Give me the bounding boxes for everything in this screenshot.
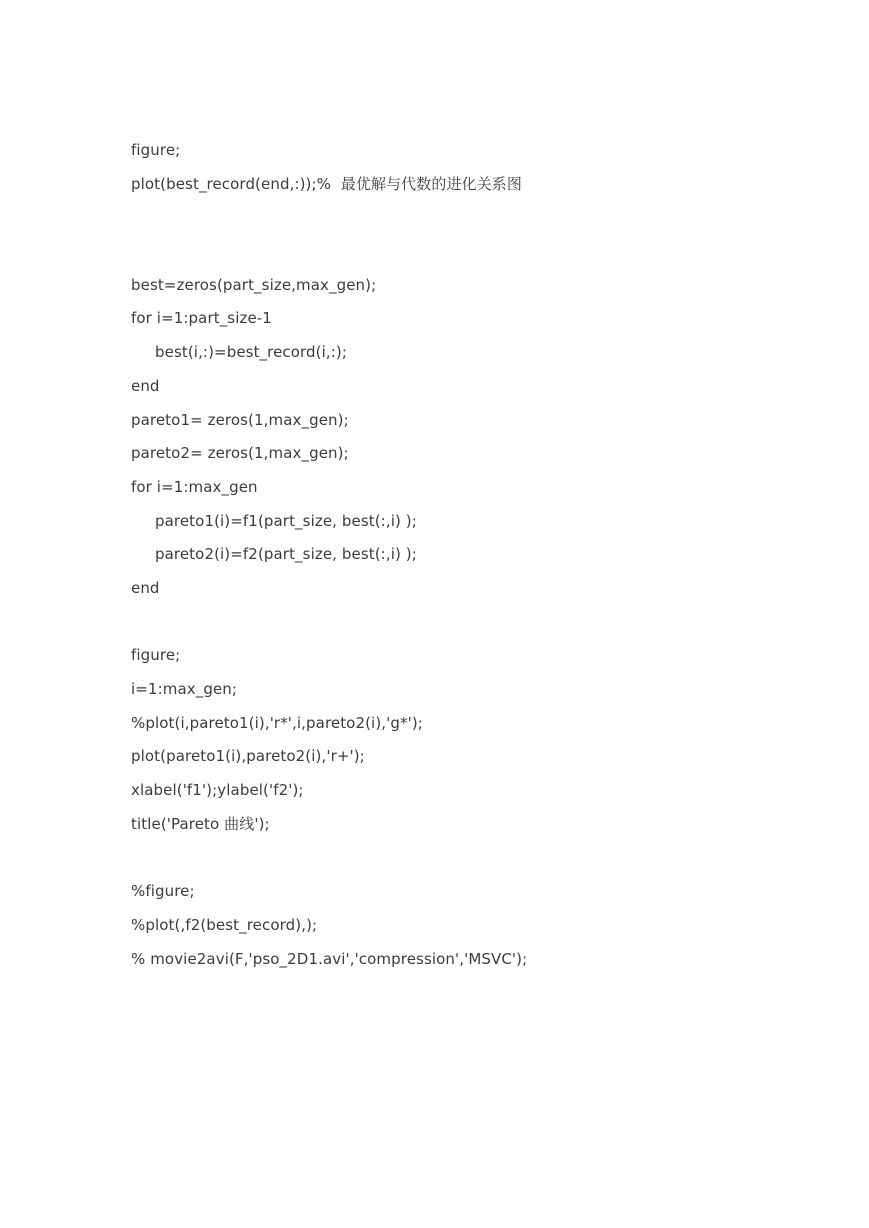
code-line: plot(pareto1(i),pareto2(i),'r+');: [131, 747, 365, 766]
code-line: for i=1:max_gen: [131, 477, 258, 496]
code-line: plot(best_record(end,:));% 最优解与代数的进化关系图: [131, 174, 522, 193]
code-line: % movie2avi(F,'pso_2D1.avi','compression','MSVC');: [131, 949, 528, 968]
code-listing: [131, 139, 831, 981]
code-line: %figure;: [131, 882, 195, 901]
blank-line: [131, 846, 831, 880]
code-line: %plot(,f2(best_record),);: [131, 915, 318, 934]
code-line: best=zeros(part_size,max_gen);: [131, 275, 377, 294]
blank-line: [131, 206, 831, 240]
code-line: xlabel('f1');ylabel('f2');: [131, 781, 304, 800]
code-line: pareto1(i)=f1(part_size, best(:,i) );: [155, 511, 417, 530]
code-line: best(i,:)=best_record(i,:);: [155, 343, 348, 362]
code-line: end: [131, 578, 160, 597]
blank-line: [131, 240, 831, 274]
code-line: pareto2= zeros(1,max_gen);: [131, 444, 349, 463]
code-line: pareto1= zeros(1,max_gen);: [131, 410, 349, 429]
code-line: i=1:max_gen;: [131, 680, 238, 698]
blank-line: [131, 611, 831, 645]
code-line: pareto2(i)=f2(part_size, best(:,i) );: [155, 545, 417, 564]
code-line: figure;: [131, 646, 181, 665]
code-line: figure;: [131, 141, 181, 159]
code-line: %plot(i,pareto1(i),'r*',i,pareto2(i),'g*');: [131, 713, 423, 732]
code-line: title('Pareto 曲线');: [131, 814, 270, 833]
code-line: for i=1:part_size-1: [131, 309, 272, 328]
code-line: end: [131, 376, 160, 395]
